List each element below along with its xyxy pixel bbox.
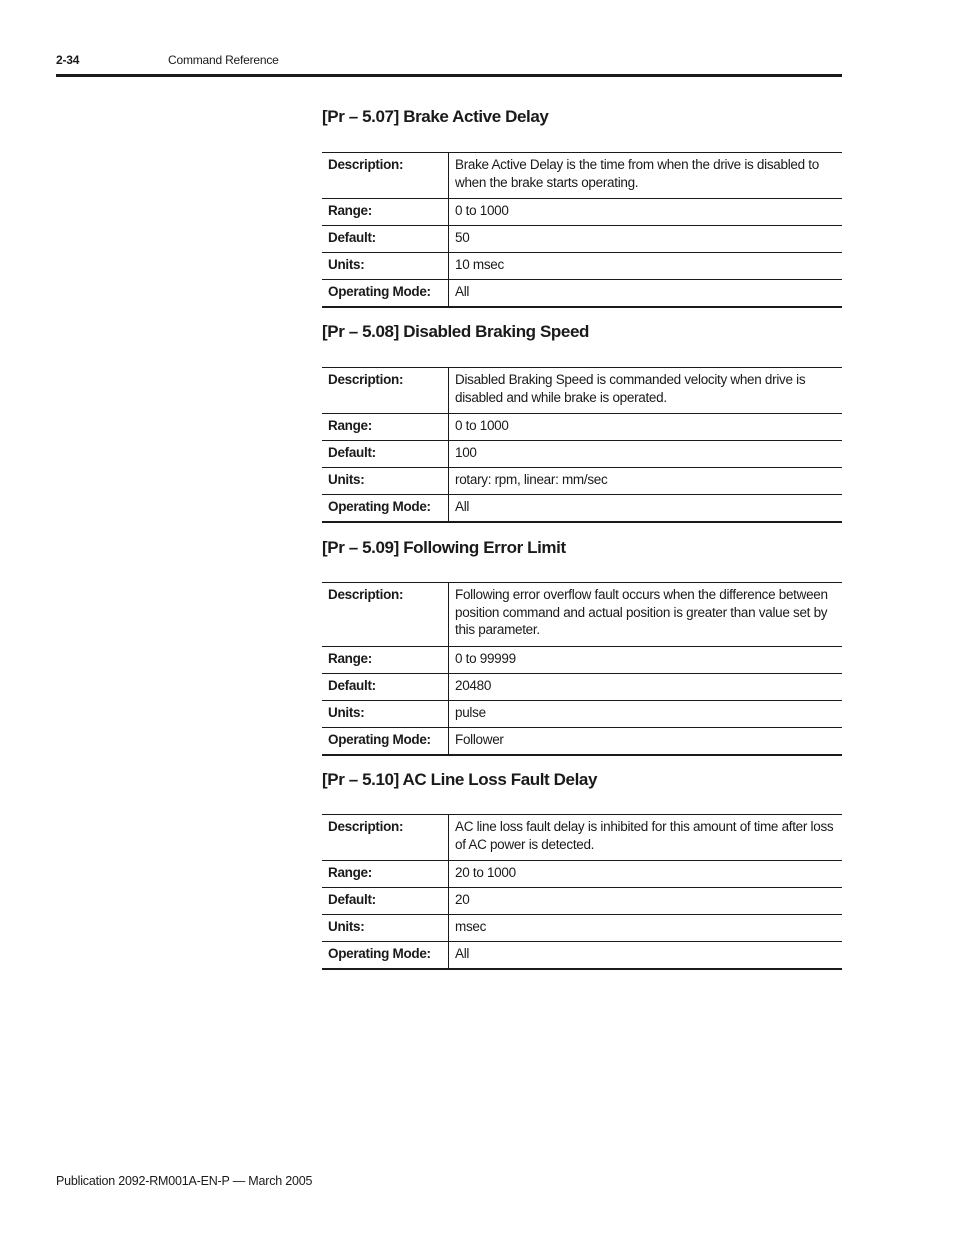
- row-label: Units:: [322, 915, 449, 942]
- table-row: [322, 441, 842, 468]
- table-row: [322, 942, 842, 970]
- table-row: [322, 888, 842, 915]
- description-value: Following error overflow fault occurs when the difference between position command and actual position is greater than value set by this parameter.: [449, 583, 843, 647]
- param-section-5-08: [322, 321, 842, 514]
- param-table: [322, 152, 842, 308]
- section-title: [Pr – 5.07] Brake Active Delay: [322, 107, 549, 126]
- table-row: [322, 368, 842, 414]
- table-row: [322, 199, 842, 226]
- units-value: pulse: [449, 700, 843, 727]
- table-row: [322, 673, 842, 700]
- header-rule: [56, 74, 842, 77]
- row-label: Units:: [322, 253, 449, 280]
- table-row: [322, 495, 842, 523]
- page-header: [56, 52, 842, 74]
- row-label: Description:: [322, 368, 449, 414]
- default-value: 50: [449, 226, 843, 253]
- description-value: Disabled Braking Speed is commanded velocity when drive is disabled and while brake is operated.: [449, 368, 843, 414]
- units-value: 10 msec: [449, 253, 843, 280]
- row-label: Operating Mode:: [322, 495, 449, 523]
- table-row: [322, 915, 842, 942]
- row-label: Description:: [322, 815, 449, 861]
- param-table: [322, 582, 842, 756]
- default-value: 20: [449, 888, 843, 915]
- description-value: Brake Active Delay is the time from when the drive is disabled to when the brake starts operating.: [449, 153, 843, 199]
- row-label: Range:: [322, 199, 449, 226]
- row-label: Operating Mode:: [322, 280, 449, 308]
- running-title: Command Reference: [168, 53, 279, 67]
- table-row: [322, 646, 842, 673]
- row-label: Units:: [322, 700, 449, 727]
- param-section-5-07: [322, 106, 842, 299]
- default-value: 100: [449, 441, 843, 468]
- table-row: [322, 468, 842, 495]
- range-value: 20 to 1000: [449, 861, 843, 888]
- units-value: msec: [449, 915, 843, 942]
- range-value: 0 to 1000: [449, 199, 843, 226]
- description-value: AC line loss fault delay is inhibited for this amount of time after loss of AC power is detected.: [449, 815, 843, 861]
- section-title: [Pr – 5.08] Disabled Braking Speed: [322, 322, 589, 341]
- row-label: Range:: [322, 414, 449, 441]
- table-row: [322, 583, 842, 647]
- param-table: [322, 367, 842, 523]
- range-value: 0 to 1000: [449, 414, 843, 441]
- table-row: [322, 414, 842, 441]
- row-label: Default:: [322, 226, 449, 253]
- row-label: Range:: [322, 646, 449, 673]
- row-label: Default:: [322, 888, 449, 915]
- row-label: Range:: [322, 861, 449, 888]
- table-row: [322, 280, 842, 308]
- range-value: 0 to 99999: [449, 646, 843, 673]
- section-title: [Pr – 5.10] AC Line Loss Fault Delay: [322, 770, 597, 789]
- row-label: Operating Mode:: [322, 942, 449, 970]
- operating-mode-value: All: [455, 284, 470, 299]
- section-title: [Pr – 5.09] Following Error Limit: [322, 538, 566, 557]
- page-footer: Publication 2092-RM001A-EN-P — March 2005: [56, 1174, 313, 1188]
- table-row: [322, 253, 842, 280]
- operating-mode-value: All: [455, 499, 470, 514]
- default-value: 20480: [449, 673, 843, 700]
- table-row: [322, 226, 842, 253]
- table-row: [322, 815, 842, 861]
- param-section-5-10: [322, 769, 842, 961]
- table-row: [322, 700, 842, 727]
- row-label: Default:: [322, 441, 449, 468]
- table-row: [322, 861, 842, 888]
- param-section-5-09: [322, 537, 842, 747]
- row-label: Description:: [322, 153, 449, 199]
- operating-mode-value: Follower: [455, 731, 504, 747]
- row-label: Description:: [322, 583, 449, 647]
- table-row: [322, 153, 842, 199]
- param-table: [322, 814, 842, 970]
- row-label: Default:: [322, 673, 449, 700]
- row-label: Units:: [322, 468, 449, 495]
- table-row: [322, 727, 842, 755]
- page-number: 2-34: [56, 53, 80, 67]
- row-label: Operating Mode:: [322, 727, 449, 755]
- operating-mode-value: All: [455, 946, 470, 961]
- units-value: rotary: rpm, linear: mm/sec: [449, 468, 843, 495]
